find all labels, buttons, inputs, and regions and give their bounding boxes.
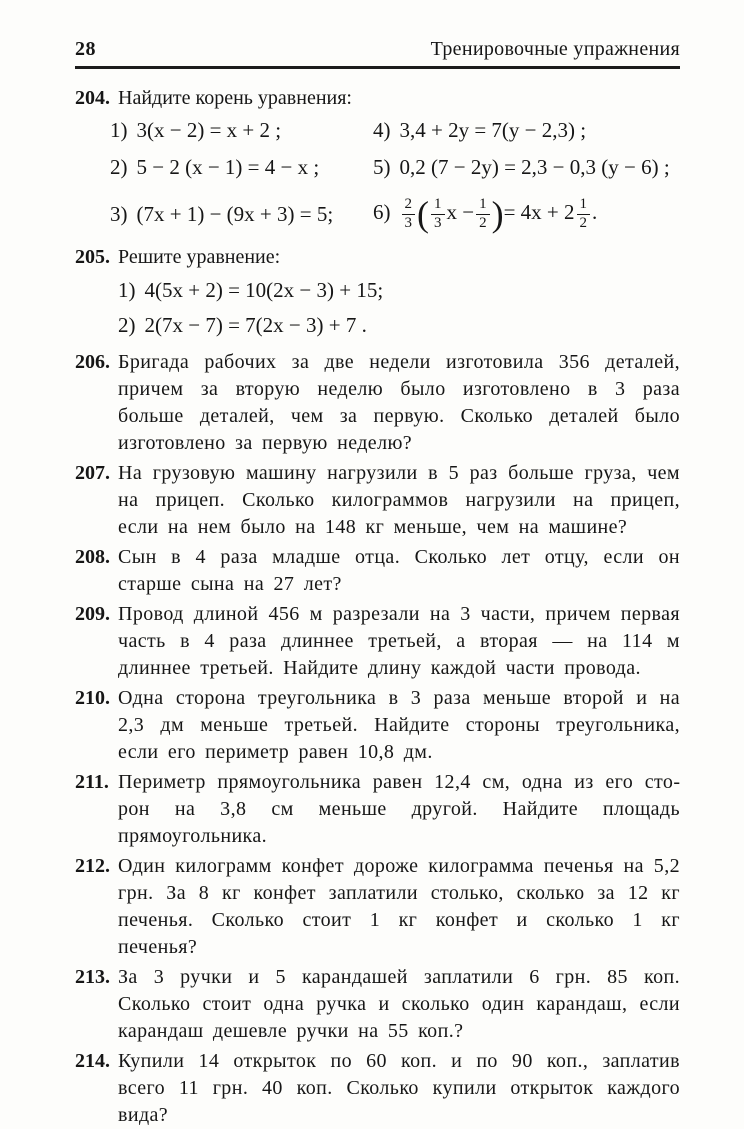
- problem-204-head: [75, 85, 680, 112]
- problem-number: 212.: [75, 855, 110, 877]
- running-head-title: Тренировочные упражнения: [430, 38, 680, 60]
- equation-2: [110, 155, 373, 180]
- equation-text: 3(x − 2) = x + 2 ;: [136, 118, 282, 142]
- problem-text: Провод длиной 456 м разрезали на 3 части, причем первая часть в 4 раза длиннее третьей, а вторая — на 114 м длиннее третьей. Найдите длину каждой части провода.: [118, 603, 680, 679]
- problem-206: [75, 349, 680, 457]
- problem-208: [75, 544, 680, 598]
- equation-label: 6): [373, 199, 391, 224]
- equation-text: 3,4 + 2y = 7(y − 2,3) ;: [399, 118, 587, 142]
- problem-209: [75, 601, 680, 682]
- equation-label: 3): [110, 201, 128, 226]
- problem-212: [75, 853, 680, 961]
- problem-number: 213.: [75, 966, 110, 988]
- fraction-one-third: $\frac{1}{3}$: [431, 197, 445, 232]
- fraction-one-half: $\frac{1}{2}$: [476, 197, 490, 232]
- problem-213: [75, 964, 680, 1045]
- equation-end: .: [592, 199, 598, 224]
- fraction-two-thirds: $\frac{2}{3}$: [402, 197, 416, 232]
- equation-4: [373, 118, 680, 143]
- problem-intro: Решите уравнение:: [118, 246, 281, 268]
- problem-text: Одна сторона треугольника в 3 раза меньше второй и на 2,3 дм меньше третьей. Найдите стороны треугольника, если его периметр равен 10,8 дм.: [118, 687, 680, 763]
- problem-text: За 3 ручки и 5 карандашей заплатили 6 грн. 85 коп. Сколько стоит одна ручка и сколько один карандаш, если карандаш дешевле ручки на 55 коп.?: [118, 966, 680, 1042]
- problem-211: [75, 769, 680, 850]
- equation-text: 5 − 2 (x − 1) = 4 − x ;: [136, 155, 320, 179]
- equation-2: [118, 312, 680, 339]
- fraction-one-half-mixed: $\frac{1}{2}$: [577, 197, 591, 232]
- equation-text: 2(7x − 7) = 7(2x − 3) + 7 .: [144, 313, 367, 337]
- equation-3: [110, 202, 373, 227]
- problem-205: [75, 244, 680, 339]
- problem-text: Сын в 4 раза младше отца. Сколько лет отцу, если он старше сына на 27 лет?: [118, 546, 680, 595]
- equation-text: (7x + 1) − (9x + 3) = 5;: [136, 201, 334, 226]
- problem-text: Периметр прямоугольника равен 12,4 см, одна из его сторон на 3,8 см меньше другой. Найдите площадь прямоугольника.: [118, 771, 680, 847]
- problem-text: Бригада рабочих за две недели изготовила 356 деталей, причем за вторую неделю было изготовлено в 3 раза больше деталей, чем за первую. Сколько деталей было изготовлено за первую неделю?: [118, 351, 680, 454]
- problem-text: На грузовую машину нагрузили в 5 раз больше груза, чем на прицеп. Сколько килограммов нагрузили на прицеп, если на нем было на 148 кг меньше, чем на машине?: [118, 462, 680, 538]
- problem-text: Купили 14 открыток по 60 коп. и по 90 коп., заплатив всего 11 грн. 40 коп. Сколько купили открыток каждого вида?: [118, 1050, 680, 1126]
- equation-label: 2): [118, 313, 136, 337]
- equation-row-3: [110, 192, 680, 236]
- left-paren: (: [417, 193, 429, 234]
- problem-number: 207.: [75, 462, 110, 484]
- equation-text: 0,2 (7 − 2y) = 2,3 − 0,3 (y − 6) ;: [399, 155, 670, 179]
- running-head: [75, 38, 680, 69]
- equation-list: [118, 277, 680, 339]
- problem-text: Один килограмм конфет дороже килограмма печенья на 5,2 грн. За 8 кг конфет заплатили столько, сколько за 12 кг печенья. Сколько стоит 1 кг конфет и сколько 1 кг печенья?: [118, 855, 680, 958]
- equation-row-2: [110, 155, 680, 180]
- problem-205-head: [75, 244, 680, 271]
- problem-number: 210.: [75, 687, 110, 709]
- page-number: 28: [75, 38, 96, 60]
- problem-214: [75, 1048, 680, 1129]
- right-paren: ): [491, 193, 504, 234]
- equation-6: [373, 193, 680, 234]
- equation-middle: x −: [446, 199, 475, 224]
- equation-label: 1): [110, 118, 128, 142]
- problem-number: 208.: [75, 546, 110, 568]
- equation-grid: [110, 118, 680, 236]
- problem-number: 209.: [75, 603, 110, 625]
- equation-rhs: = 4x + 2: [503, 199, 575, 224]
- problem-204: [75, 85, 680, 236]
- equation-1: [118, 277, 680, 304]
- equation-label: 1): [118, 278, 136, 302]
- problem-number: 206.: [75, 351, 110, 373]
- equation-row-1: [110, 118, 680, 143]
- equation-1: [110, 118, 373, 143]
- equation-5: [373, 155, 680, 180]
- problem-number: 205.: [75, 246, 110, 268]
- problem-number: 211.: [75, 771, 109, 793]
- problem-number: 204.: [75, 87, 110, 109]
- equation-label: 5): [373, 155, 391, 179]
- equation-text: 4(5x + 2) = 10(2x − 3) + 15;: [144, 278, 384, 302]
- problem-210: [75, 685, 680, 766]
- problem-intro: Найдите корень уравнения:: [118, 87, 352, 109]
- problem-207: [75, 460, 680, 541]
- problem-number: 214.: [75, 1050, 110, 1072]
- equation-label: 4): [373, 118, 391, 142]
- equation-label: 2): [110, 155, 128, 179]
